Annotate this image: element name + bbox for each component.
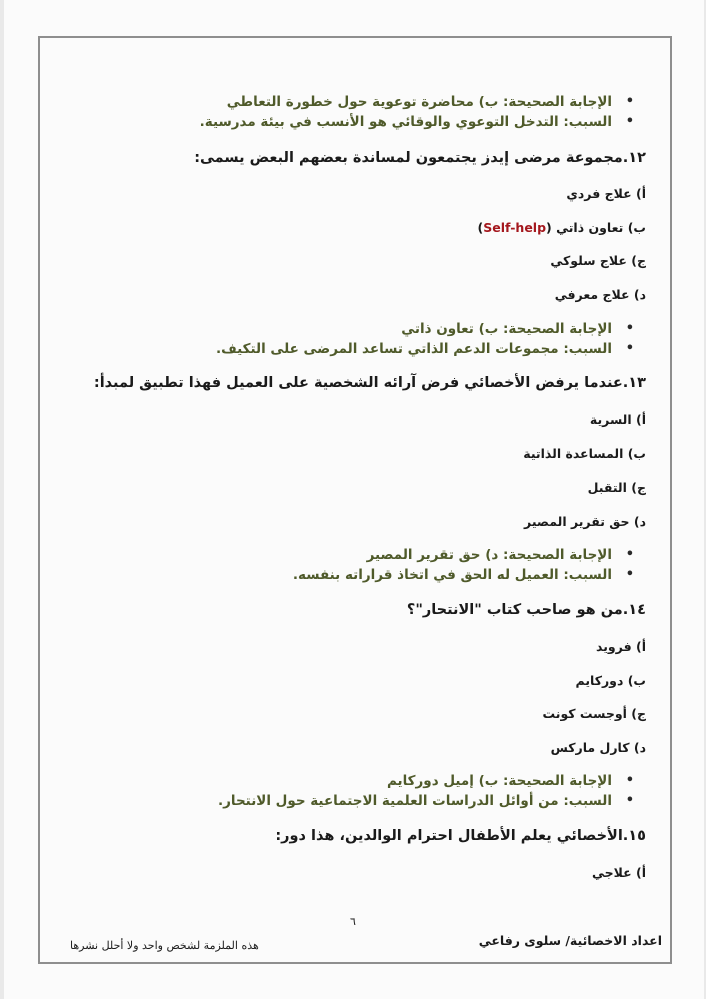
q12-option-b-english: Self-help	[483, 220, 547, 235]
q12-option-b	[44, 220, 646, 235]
document-page	[4, 0, 704, 999]
q12-reason: السبب: مجموعات الدعم الذاتي تساعد المرضى على التكيف. •	[44, 341, 612, 357]
q14-option-b: ب) دوركايم	[575, 673, 646, 688]
q14-option-d: د) كارل ماركس	[550, 740, 646, 755]
q14-reason: السبب: من أوائل الدراسات العلمية الاجتماعية حول الانتحار. •	[44, 793, 612, 809]
q13-option-c: ج) التقبل	[587, 480, 646, 495]
q11-answer: الإجابة الصحيحة: ب) محاضرة توعوية حول خطورة التعاطي •	[44, 94, 612, 110]
q12-option-c: ج) علاج سلوكي	[550, 253, 646, 268]
q11-reason: السبب: التدخل التوعوي والوقائي هو الأنسب في بيئة مدرسية. •	[44, 114, 612, 130]
q15-option-a: أ) علاجي	[591, 865, 646, 880]
q14-question: ١٤.من هو صاحب كتاب "الانتحار"؟	[406, 602, 646, 618]
q12-option-d: د) علاج معرفي	[554, 287, 646, 302]
q14-option-c: ج) أوجست كونت	[542, 706, 646, 721]
q12-question: ١٢.مجموعة مرضى إيدز يجتمعون لمساندة بعضهم البعض يسمى:	[194, 150, 646, 166]
q14-option-a: أ) فرويد	[596, 639, 646, 654]
q13-option-d: د) حق تقرير المصير	[524, 514, 646, 529]
q12-option-b-prefix: ب) تعاون ذاتي (	[546, 220, 646, 235]
footer-author: اعداد الاخصائية/ سلوى رفاعي	[478, 933, 662, 948]
page-number: ٦	[350, 915, 356, 928]
q15-question: ١٥.الأخصائي يعلم الأطفال احترام الوالدين، هذا دور:	[275, 828, 646, 844]
q13-question: ١٣.عندما يرفض الأخصائي فرض آرائه الشخصية على العميل فهذا تطبيق لمبدأ:	[93, 375, 646, 391]
q13-reason: السبب: العميل له الحق في اتخاذ قراراته بنفسه. •	[44, 567, 612, 583]
page-border	[38, 36, 672, 964]
q12-answer: الإجابة الصحيحة: ب) تعاون ذاتي •	[44, 321, 612, 337]
q14-answer: الإجابة الصحيحة: ب) إميل دوركايم •	[44, 773, 612, 789]
q12-option-b-suffix: )	[477, 220, 484, 235]
q13-option-a: أ) السرية	[589, 412, 646, 427]
q12-option-a: أ) علاج فردي	[566, 186, 646, 201]
q13-answer: الإجابة الصحيحة: د) حق تقرير المصير •	[44, 547, 612, 563]
q13-option-b: ب) المساعدة الذاتية	[523, 446, 646, 461]
footer-notice: هذه الملزمة لشخص واحد ولا أحلل نشرها	[70, 939, 259, 952]
